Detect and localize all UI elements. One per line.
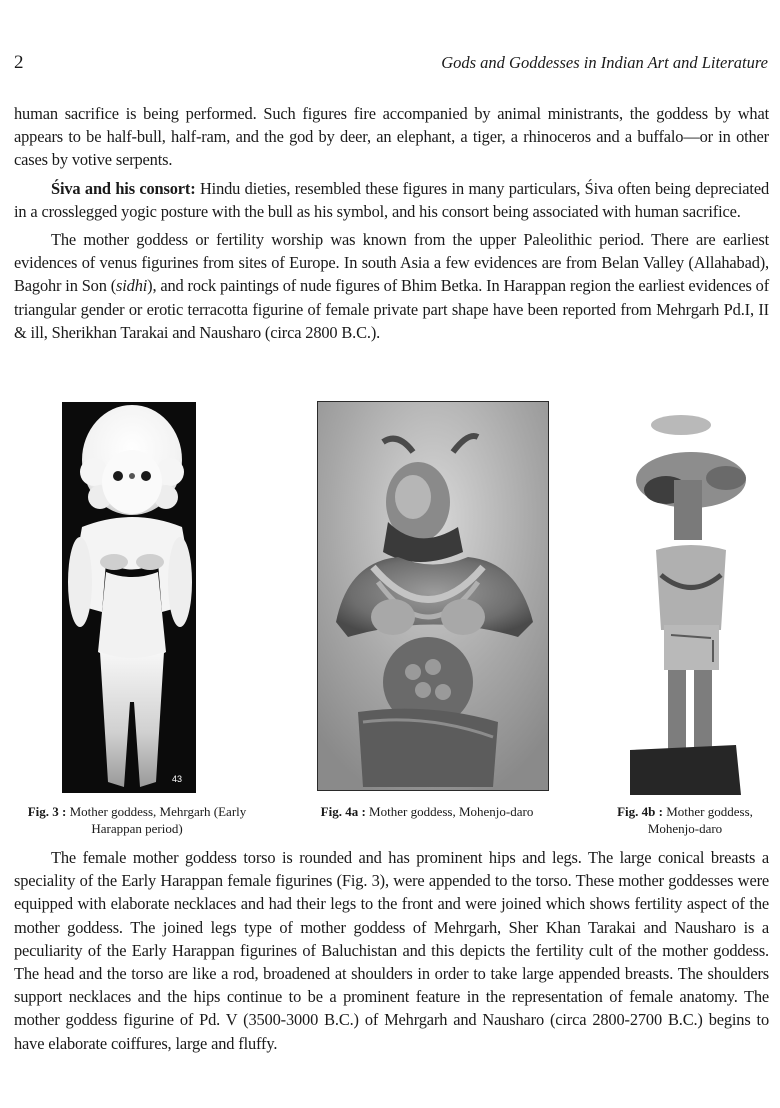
- paragraph-torso-description: The female mother goddess torso is rounded and has prominent hips and legs. The large conical breasts a speciality of the Early Harappan female figurines (Fig. 3), were appended to the torso. These mother goddesses were equipped with elaborate necklaces and had their legs to the front and were joined which shows fertility aspect of the mother goddess. The joined legs type of mother goddess of Mehrgarh, Sher Khan Tarakai and Nausharo is a peculiarity of the Early Harappan figurines of Baluchistan and this depicts the fertility cult of the mother goddess. The head and the torso are like a rod, broadened at shoulders in order to take large appended breasts. The shoulders support necklaces and the hips continue to be a prominent feature in the representation of female anatomy. The mother goddess figurine of Pd. V (3500-3000 B.C.) of Mehrgarh and Nausharo (circa 2800-2700 B.C.) begins to have elaborate coiffures, large and fluffy.: [14, 848, 769, 1053]
- italic-term: sidhi: [116, 276, 148, 296]
- paragraph-lead-heading: Śiva and his consort:: [51, 178, 196, 198]
- figure-label: Fig. 4b :: [617, 804, 663, 819]
- figure-3-caption: [8, 803, 266, 837]
- mother-goddess-torso-image: [318, 402, 548, 790]
- figure-4a-photo: [317, 401, 549, 791]
- figure-4b-caption: [592, 803, 778, 837]
- figure-caption-text: Mother goddess, Mohenjo-daro: [647, 804, 753, 836]
- figure-label: Fig. 3 :: [27, 804, 67, 819]
- bottom-text-block: [14, 846, 769, 1055]
- standing-goddess-figurine-image: [616, 400, 766, 798]
- paragraph-body: Hindu dieties, resembled these figures in many particulars, Śiva often being depreciated in a crosslegged yogic posture with the bull as his symbol, and his consort being associated with human sacrifice.: [14, 178, 770, 221]
- running-title: Gods and Goddesses in Indian Art and Literature: [441, 53, 768, 72]
- top-text-block: [14, 102, 769, 344]
- paragraph-text: The mother goddess or fertility worship was known from the upper Paleolithic period. There are earliest evidences of venus figurines from sites of Europe. In south Asia a few evidences are from Belan Valley (Allahabad), Bagohr in Son (: [14, 230, 769, 296]
- page-header: [14, 52, 768, 74]
- figure-label: Fig. 4a :: [320, 804, 366, 819]
- figure-caption-text: Mother goddess, Mohenjo-daro: [365, 804, 534, 819]
- paragraph-siva-consort: [14, 177, 769, 223]
- paragraph-1: human sacrifice is being performed. Such figures fire accompanied by animal ministrants, the goddess by what appears to be half-bull, half-ram, and the god by deer, an elephant, a tiger, a rhinoceros and a buffalo—or in other cases by votive serpents.: [14, 104, 769, 170]
- page-number: 2: [14, 52, 24, 73]
- figure-4a-caption: [296, 803, 558, 820]
- mother-goddess-figurine-image: [62, 402, 196, 793]
- figure-4b-photo: [616, 400, 766, 798]
- figure-caption-text: Mother goddess, Mehrgarh (Early Harappan period): [66, 804, 247, 836]
- photo-number: 43: [172, 774, 183, 784]
- paragraph-text: ), and rock paintings of nude figures of Bhim Betka. In Harappan region the earliest evidences of triangular gender or erotic terracotta figurine of female private part shape have been reported from Mehrgarh Pd.I, II & ill, Sherikhan Tarakai and Nausharo (circa 2800 B.C.).: [14, 276, 769, 342]
- paragraph-mother-goddess: [14, 228, 769, 344]
- figure-3-photo: [62, 402, 196, 793]
